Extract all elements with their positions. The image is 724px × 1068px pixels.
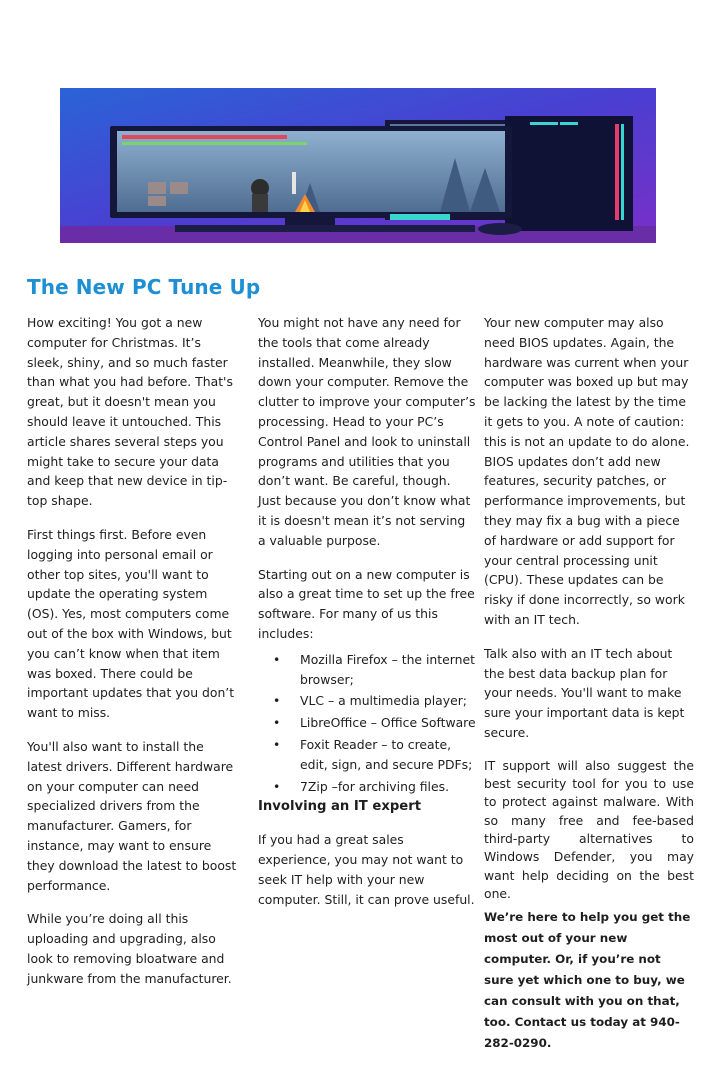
paragraph: IT support will also suggest the best security tool for you to use to protect against malware. With so many free and fee-based third-party alternatives to Windows Defender, you may want help deciding on the best one. [484, 757, 694, 901]
paragraph: You might not have any need for the tools that come already installed. Meanwhile, they slow down your computer. Remove the clutter to improve your computer’s processing. Head to your PC’s Control Panel and look to uninstall programs and utilities that you don’t want. Be careful, though. Just because you don’t know what it is doesn't mean it’s not serving a valuable purpose. [258, 315, 476, 548]
column-3 [484, 313, 694, 1068]
list-item: • 7Zip –for archiving files. [300, 777, 476, 797]
list-item: • Foxit Reader – to create, edit, sign, and secure PDFs; [300, 735, 476, 775]
hero-illustration [60, 88, 656, 243]
list-item: • LibreOffice – Office Software [300, 713, 476, 733]
paragraph: Talk also with an IT tech about the best data backup plan for your needs. You'll want to make sure your important data is kept secure. [484, 645, 685, 740]
paragraph: Starting out on a new computer is also a great time to set up the free software. For many of us this includes: [258, 566, 475, 641]
software-list [258, 650, 476, 797]
paragraph: How exciting! You got a new computer for Christmas. It’s sleek, shiny, and so much faster than what you had before. That's great, but it doesn't mean you should leave it untouched. This article shares several steps you might take to secure your data and keep that new device in tip-top shape. [27, 315, 233, 509]
paragraph: First things first. Before even logging into personal email or other top sites, you'll want to update the operating system (OS). Yes, most computers come out of the box with Windows, but you can’t know when that item was boxed. There could be important updates that you don’t want to miss. [27, 526, 235, 721]
call-to-action: We’re here to help you get the most out of your new computer. Or, if you’re not sure yet which one to buy, we can consult with you on that, too. Contact us today at 940-282-0290. [484, 910, 691, 1051]
paragraph: If you had a great sales experience, you may not want to seek IT help with your new computer. Still, it can prove useful. [258, 832, 475, 907]
paragraph: You'll also want to install the latest drivers. Different hardware on your computer can need specialized drivers from the manufacturer. Gamers, for instance, may want to ensure they download the latest to boost performance. [27, 738, 237, 893]
list-item: • Mozilla Firefox – the internet browser; [300, 650, 476, 690]
section-heading: Involving an IT expert [258, 799, 422, 815]
paragraph: While you’re doing all this uploading and upgrading, also look to removing bloatware and junkware from the manufacturer. [27, 911, 232, 986]
list-item: • VLC – a multimedia player; [300, 691, 476, 711]
column-1 [27, 313, 238, 1003]
article-title: The New PC Tune Up [27, 275, 261, 299]
paragraph: Your new computer may also need BIOS updates. Again, the hardware was current when your computer was boxed up but may be lacking the latest by the time it gets to you. A note of caution: this is not an update to do alone. BIOS updates don’t add new features, security patches, or performance improvements, but they may fix a bug with a piece of hardware or add support for your central processing unit (CPU). These updates can be risky if done incorrectly, so work with an IT tech. [484, 315, 690, 627]
column-2 [258, 313, 476, 924]
